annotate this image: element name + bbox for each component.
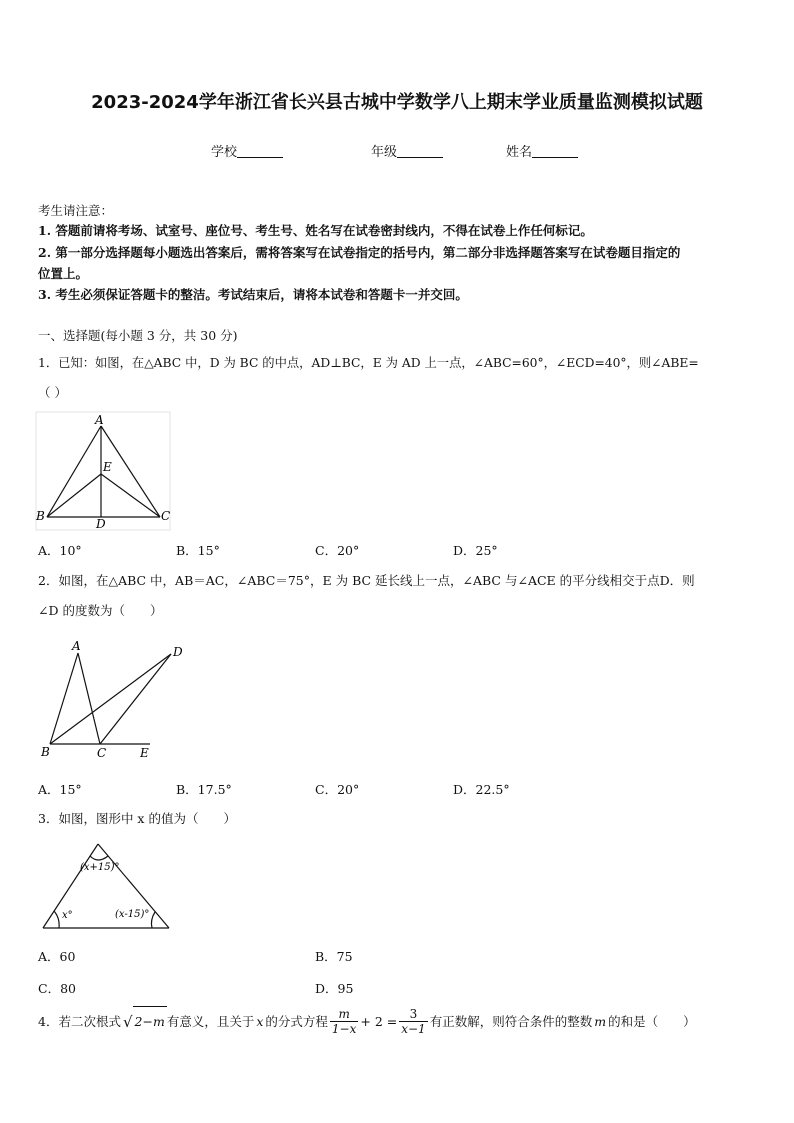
q4-fraction-2-denominator: x−1 xyxy=(401,1022,426,1036)
q1-label-c: C xyxy=(161,509,171,523)
q1-figure xyxy=(34,410,174,532)
q3-stem: 3．如图，图形中 x 的值为（ ） xyxy=(38,811,236,826)
q1-option-a: A．10° xyxy=(38,543,82,558)
q2-label-a: A xyxy=(72,639,81,653)
q4-fraction-2 xyxy=(399,1007,427,1036)
notice-item-3: 3. 考生必须保证答题卡的整洁。考试结束后，请将本试卷和答题卡一并交回。 xyxy=(38,287,468,302)
q3-arc-top xyxy=(90,856,108,860)
q3-figure xyxy=(38,840,174,934)
q4-mid-1: 有意义，且关于 xyxy=(166,1013,255,1029)
name-field xyxy=(506,141,578,160)
q3-label-right: (x-15)° xyxy=(115,909,150,920)
q3-label-left: x° xyxy=(62,910,73,921)
q2-option-c: C．20° xyxy=(315,782,360,797)
name-blank xyxy=(532,145,578,158)
grade-blank xyxy=(397,145,443,158)
q2-label-c: C xyxy=(97,746,107,760)
q2-option-d: D．22.5° xyxy=(453,782,510,797)
q1-option-d: D．25° xyxy=(453,543,498,558)
q1-segment-be xyxy=(47,474,101,517)
q2-option-b: B．17.5° xyxy=(176,782,232,797)
q4-radicand: 2−m xyxy=(133,1006,167,1037)
section-heading: 一、选择题(每小题 3 分，共 30 分) xyxy=(38,328,238,343)
q4-prefix: 4．若二次根式 xyxy=(38,1013,121,1029)
grade-field xyxy=(371,141,443,160)
q1-label-e: E xyxy=(103,460,112,474)
q3-arc-right xyxy=(151,912,155,928)
school-blank xyxy=(237,145,283,158)
name-label: 姓名 xyxy=(506,145,533,160)
q2-option-a: A．15° xyxy=(38,782,82,797)
q2-figure xyxy=(38,637,188,765)
q1-label-d: D xyxy=(96,517,106,531)
q4-var-x: x xyxy=(256,1013,264,1029)
q2-label-d: D xyxy=(173,645,183,659)
q4-radical: √ xyxy=(122,1012,133,1031)
q4-var-m: m xyxy=(594,1013,607,1029)
q4-suffix: 的和是（ ） xyxy=(608,1013,696,1029)
q1-side-ab xyxy=(47,426,101,517)
q3-label-top: (x+15)° xyxy=(80,862,120,873)
q2-side-ab xyxy=(50,653,78,744)
q4-fraction-1 xyxy=(330,1007,358,1036)
q4-mid-3: 有正数解，则符合条件的整数 xyxy=(429,1013,593,1029)
q4-stem xyxy=(38,1006,696,1037)
q1-label-a: A xyxy=(95,413,104,427)
notice-heading: 考生请注意： xyxy=(38,203,114,218)
grade-label: 年级 xyxy=(371,145,398,160)
q4-fraction-2-numerator: 3 xyxy=(399,1007,427,1022)
q1-stem: 1．已知：如图，在△ABC 中，D 为 BC 的中点，AD⊥BC，E 为 AD 上一点，∠ABC=60°，∠ECD=40°，则∠ABE= xyxy=(38,356,699,370)
q1-option-b: B．15° xyxy=(176,543,220,558)
q3-arc-left xyxy=(54,911,59,928)
exam-title: 2023-2024学年浙江省长兴县古城中学数学八上期末学业质量监测模拟试题 xyxy=(91,92,703,113)
q1-stem-cont: （ ） xyxy=(38,385,67,400)
q2-stem: 2．如图，在△ABC 中，AB＝AC，∠ABC＝75°，E 为 BC 延长线上一点，∠ABC 与∠ACE 的平分线相交于点D．则 xyxy=(38,573,695,588)
q4-plus-equals: + 2 = xyxy=(360,1013,398,1029)
q4-fraction-1-numerator: m xyxy=(330,1007,358,1022)
q1-segment-ce xyxy=(101,474,160,517)
notice-item-2: 2. 第一部分选择题每小题选出答案后，需将答案写在试卷指定的括号内，第二部分非选择题答案写在试卷题目指定的 xyxy=(38,245,681,260)
q4-mid-2: 的分式方程 xyxy=(265,1013,328,1029)
q2-stem-cont: ∠D 的度数为（ ） xyxy=(38,603,163,618)
q3-option-b: B．75 xyxy=(315,949,353,964)
q4-fraction-1-denominator: 1−x xyxy=(331,1022,357,1036)
q3-option-d: D．95 xyxy=(315,981,354,996)
q1-label-b: B xyxy=(36,509,45,523)
q3-option-a: A．60 xyxy=(38,949,76,964)
q1-option-c: C．20° xyxy=(315,543,360,558)
school-label: 学校 xyxy=(211,145,238,160)
q2-side-ac xyxy=(78,653,100,744)
school-field xyxy=(211,141,283,160)
q3-option-c: C．80 xyxy=(38,981,76,996)
q2-label-e: E xyxy=(140,746,149,760)
notice-item-2-cont: 位置上。 xyxy=(38,266,89,281)
notice-item-1: 1. 答题前请将考场、试室号、座位号、考生号、姓名写在试卷密封线内，不得在试卷上作任何标记。 xyxy=(38,223,593,238)
q2-label-b: B xyxy=(41,745,50,759)
